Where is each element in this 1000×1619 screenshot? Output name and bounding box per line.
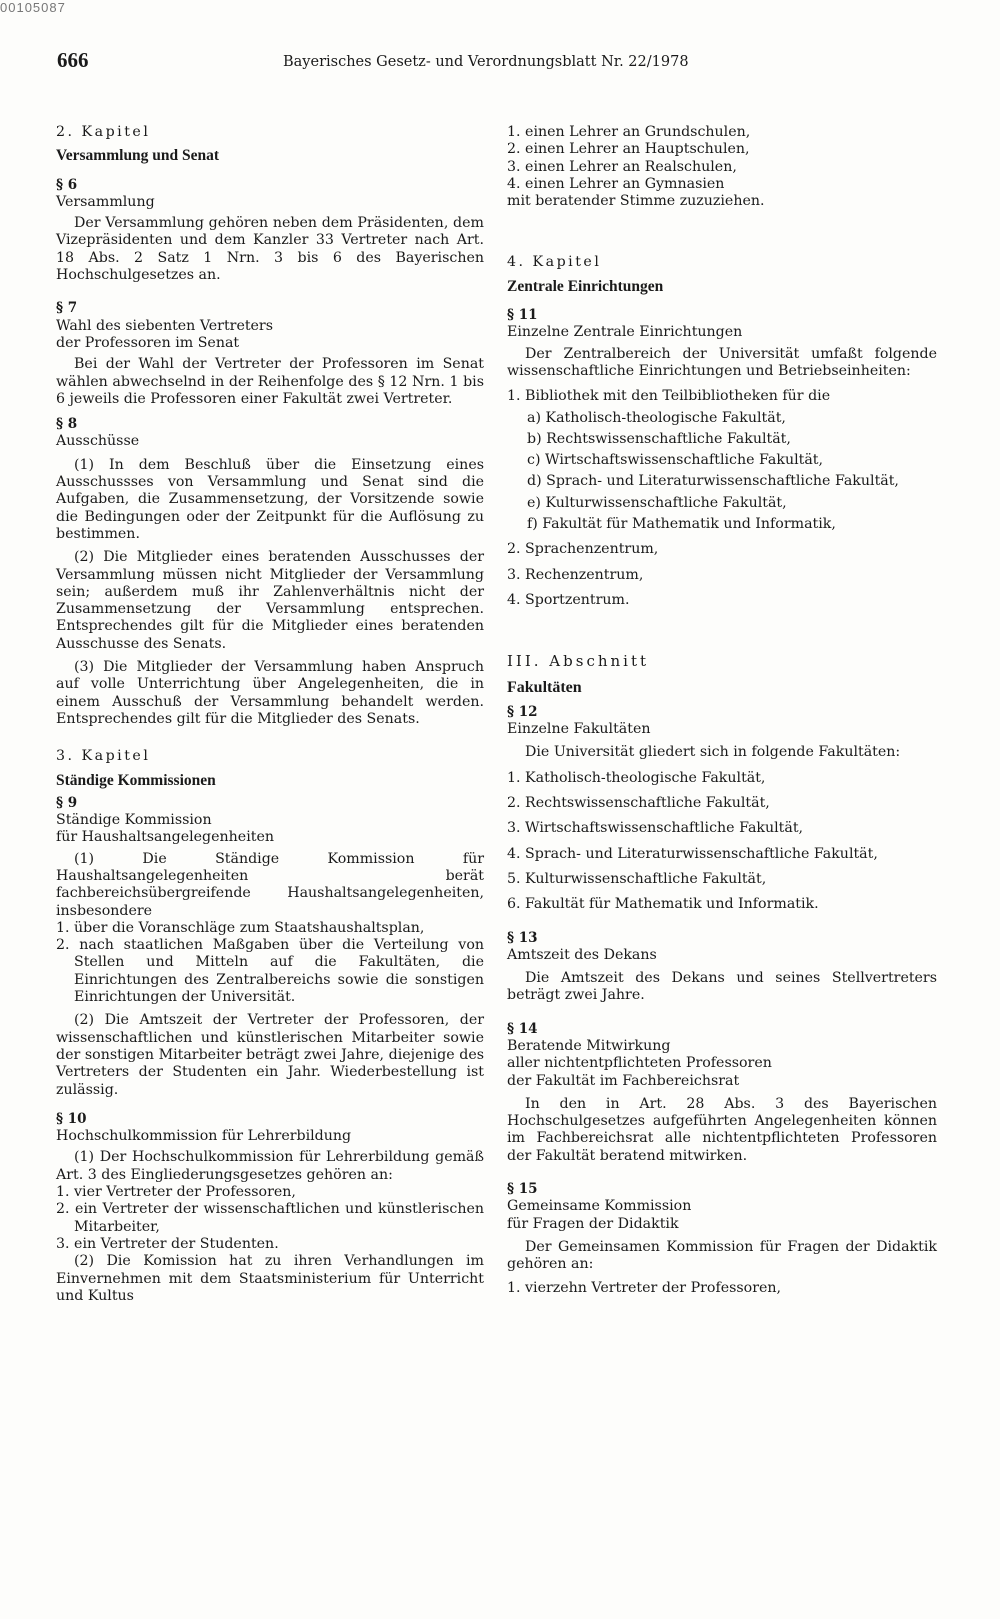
section-13-text: Die Amtszeit des Dekans und seines Stellvertreters beträgt zwei Jahre. bbox=[507, 970, 937, 1004]
section-12-text: Die Universität gliedert sich in folgende Fakultäten: bbox=[525, 744, 901, 761]
section-8-title: Ausschüsse bbox=[56, 433, 140, 450]
chapter-4-label: 4. Kapitel bbox=[507, 254, 602, 271]
abschnitt-label: III. Abschnitt bbox=[507, 652, 650, 671]
section-9-para-1: (1) Die Ständige Kommission für Haushaltsangelegenheiten berät fachbereichsübergreifende Haushaltsangelegenheiten, insbesondere bbox=[56, 850, 484, 919]
section-12-item-2: 2. Rechtswissenschaftliche Fakultät, bbox=[507, 795, 770, 812]
section-10-item-1: 1. vier Vertreter der Professoren, bbox=[56, 1184, 296, 1201]
section-11-item-4: 4. Sportzentrum. bbox=[507, 591, 630, 608]
section-8-para-2: (2) Die Mitglieder eines beratenden Ausschusses der Versammlung müssen nicht Mitglieder der Versammlung sein; außerdem muß ihr Zahlenverhältnis nicht der Zusammensetzung der Versammlung entsprechen. Entsprechendes gilt für die Mitglieder eines beratenden Ausschusse des Senats. bbox=[56, 549, 484, 652]
section-6-number: § 6 bbox=[56, 176, 78, 193]
section-11-item-1: 1. Bibliothek mit den Teilbibliotheken für die bbox=[507, 388, 831, 405]
section-11-subitem-f: f) Fakultät für Mathematik und Informatik, bbox=[527, 516, 836, 533]
chapter-3-label: 3. Kapitel bbox=[56, 748, 151, 765]
section-14-title-line2: aller nichtentpflichteten Professoren bbox=[507, 1055, 772, 1072]
section-9-item-1: 1. über die Voranschläge zum Staatshaushaltsplan, bbox=[56, 919, 425, 936]
section-10-item-2: 2. ein Vertreter der wissenschaftlichen und künstlerischen Mitarbeiter, bbox=[56, 1201, 484, 1235]
section-9-para-2: (2) Die Amtszeit der Vertreter der Professoren, der wissenschaftlichen und künstlerischen Mitarbeiter sowie der sonstigen Mitarbeiter beträgt zwei Jahre, diejenige des Vertreters der Studenten ein Jahr. Wiederbestellung ist zulässig. bbox=[56, 1012, 484, 1098]
section-13-number: § 13 bbox=[507, 929, 538, 946]
abschnitt-title: Fakultäten bbox=[507, 678, 582, 696]
section-11-subitem-e: e) Kulturwissenschaftliche Fakultät, bbox=[527, 494, 787, 511]
section-12-item-1: 1. Katholisch-theologische Fakultät, bbox=[507, 769, 766, 786]
continued-item-1: 1. einen Lehrer an Grundschulen, bbox=[507, 124, 751, 140]
section-6-text: Der Versammlung gehören neben dem Präsidenten, dem Vizepräsidenten und dem Kanzler 33 Vertreter nach Art. 18 Abs. 2 Satz 1 Nrn. 3 bis 6 des Bayerischen Hochschulgesetzes an. bbox=[56, 215, 484, 284]
section-12-item-3: 3. Wirtschaftswissenschaftliche Fakultät, bbox=[507, 820, 804, 837]
section-10-title: Hochschulkommission für Lehrerbildung bbox=[56, 1128, 352, 1145]
right-column bbox=[507, 124, 937, 1297]
chapter-3-title: Ständige Kommissionen bbox=[56, 771, 216, 789]
section-15-text: Der Gemeinsamen Kommission für Fragen der Didaktik gehören an: bbox=[507, 1238, 937, 1273]
section-14-text: In den in Art. 28 Abs. 3 des Bayerischen Hochschulgesetzes aufgeführten Angelegenheiten können im Fachbereichsrat alle nichtentpflichteten Professoren der Fakultät beratend mitwirken. bbox=[507, 1095, 937, 1164]
section-8-para-1: (1) In dem Beschluß über die Einsetzung eines Ausschussses von Versammlung und Senat sind die Aufgaben, die Zusammensetzung, der Vorsitzende sowie die Bedingungen oder der Zeitpunkt für die Auflösung zu bestimmen. bbox=[56, 456, 484, 542]
section-9-number: § 9 bbox=[56, 794, 78, 811]
section-7-text: Bei der Wahl der Vertreter der Professoren im Senat wählen abwechselnd in der Reihenfolge des § 12 Nrn. 1 bis 6 jeweils die Professoren einer Fakultät zwei Vertreter. bbox=[56, 356, 484, 407]
chapter-2-label: 2. Kapitel bbox=[56, 124, 151, 140]
section-15-title-line2: für Fragen der Didaktik bbox=[507, 1215, 679, 1232]
section-15-item-1: 1. vierzehn Vertreter der Professoren, bbox=[507, 1279, 782, 1296]
section-9-title-line2: für Haushaltsangelegenheiten bbox=[56, 829, 274, 846]
section-11-number: § 11 bbox=[507, 307, 538, 324]
continued-tail: mit beratender Stimme zuzuziehen. bbox=[507, 193, 765, 210]
page-number: 666 bbox=[57, 48, 89, 72]
section-7-number: § 7 bbox=[56, 300, 78, 317]
section-8-number: § 8 bbox=[56, 416, 78, 433]
section-14-title-line1: Beratende Mitwirkung bbox=[507, 1037, 671, 1054]
section-9-title-line1: Ständige Kommission bbox=[56, 812, 212, 829]
section-12-item-6: 6. Fakultät für Mathematik und Informatik. bbox=[507, 896, 819, 913]
continued-item-2: 2. einen Lehrer an Hauptschulen, bbox=[507, 141, 750, 158]
section-12-item-4: 4. Sprach- und Literaturwissenschaftliche Fakultät, bbox=[507, 845, 878, 862]
section-11-item-2: 2. Sprachenzentrum, bbox=[507, 541, 659, 558]
section-11-subitem-b: b) Rechtswissenschaftliche Fakultät, bbox=[527, 430, 791, 447]
section-7-title-line2: der Professoren im Senat bbox=[56, 334, 240, 351]
section-9-item-2: 2. nach staatlichen Maßgaben über die Verteilung von Stellen und Mitteln auf die Fakultäten, die Einrichtungen des Zentralbereichs sowie die sonstigen Einrichtungen der Universität. bbox=[56, 937, 484, 1006]
chapter-4-title: Zentrale Einrichtungen bbox=[507, 277, 664, 295]
section-11-title: Einzelne Zentrale Einrichtungen bbox=[507, 324, 743, 341]
left-column bbox=[56, 124, 484, 1305]
continued-item-4: 4. einen Lehrer an Gymnasien bbox=[507, 175, 725, 192]
section-11-subitem-a: a) Katholisch-theologische Fakultät, bbox=[527, 409, 786, 426]
section-11-text: Der Zentralbereich der Universität umfaßt folgende wissenschaftliche Einrichtungen und Betriebseinheiten: bbox=[507, 345, 937, 379]
archive-stamp: 00105087 bbox=[0, 0, 66, 15]
section-12-number: § 12 bbox=[507, 703, 538, 720]
section-11-item-3: 3. Rechenzentrum, bbox=[507, 566, 644, 583]
section-10-para-2: (2) Die Komission hat zu ihren Verhandlungen im Einvernehmen mit dem Staatsministerium für Unterricht und Kultus bbox=[56, 1253, 484, 1304]
section-11-subitem-d: d) Sprach- und Literaturwissenschaftliche Fakultät, bbox=[527, 473, 899, 490]
section-10-item-3: 3. ein Vertreter der Studenten. bbox=[56, 1235, 279, 1252]
section-10-number: § 10 bbox=[56, 1110, 87, 1127]
section-11-subitem-c: c) Wirtschaftswissenschaftliche Fakultät, bbox=[527, 452, 823, 469]
section-7-title-line1: Wahl des siebenten Vertreters bbox=[56, 317, 273, 334]
section-10-para-1: (1) Der Hochschulkommission für Lehrerbildung gemäß Art. 3 des Eingliederungsgesetzes gehören an: bbox=[56, 1149, 484, 1183]
section-14-number: § 14 bbox=[507, 1020, 538, 1037]
section-12-title: Einzelne Fakultäten bbox=[507, 721, 651, 738]
section-12-item-5: 5. Kulturwissenschaftliche Fakultät, bbox=[507, 870, 767, 887]
section-15-number: § 15 bbox=[507, 1181, 538, 1198]
section-13-title: Amtszeit des Dekans bbox=[507, 946, 657, 963]
section-14-title-line3: der Fakultät im Fachbereichsrat bbox=[507, 1072, 740, 1089]
section-6-title: Versammlung bbox=[56, 193, 155, 210]
chapter-2-title: Versammlung und Senat bbox=[56, 147, 220, 165]
section-15-title-line1: Gemeinsame Kommission bbox=[507, 1198, 692, 1215]
section-8-para-3: (3) Die Mitglieder der Versammlung haben Anspruch auf volle Unterrichtung über Angelegenheiten, die in einem Ausschuß der Versammlung behandelt werden. Entsprechendes gilt für die Mitglieder des Senats. bbox=[56, 659, 484, 727]
continued-item-3: 3. einen Lehrer an Realschulen, bbox=[507, 158, 737, 175]
running-head: Bayerisches Gesetz- und Verordnungsblatt Nr. 22/1978 bbox=[283, 54, 689, 70]
